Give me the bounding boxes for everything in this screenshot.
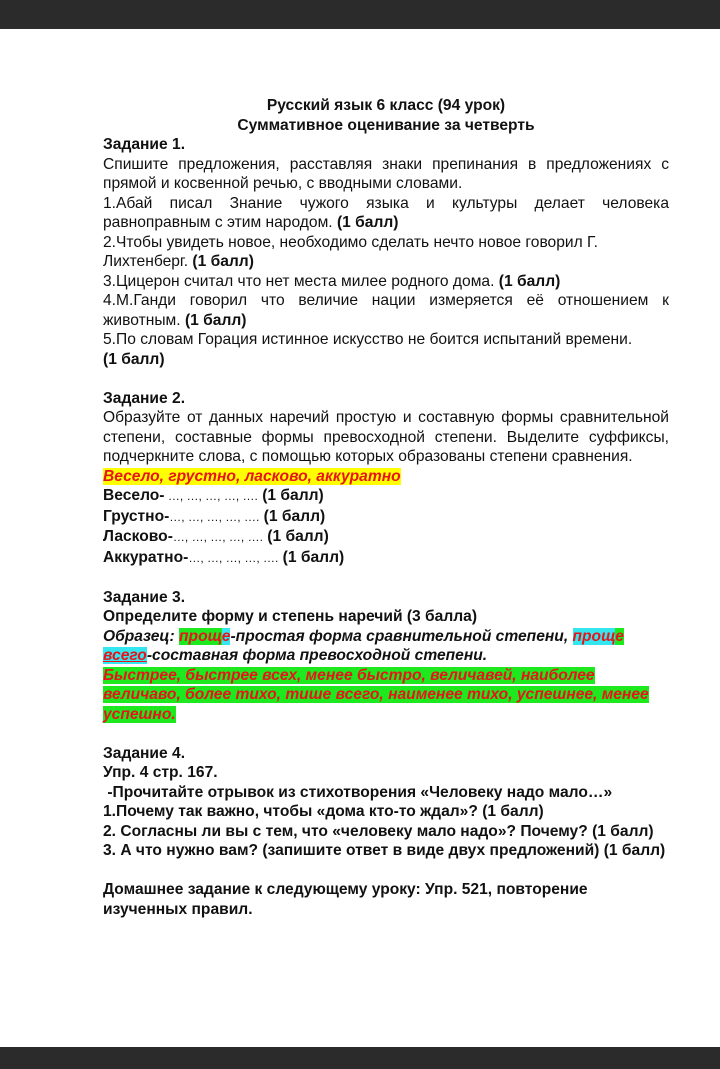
task3-example: Образец: проще-простая форма сравнительной степени, проще всего-составная форма превосходной степени.: [103, 627, 624, 664]
task4-question-3: 3. А что нужно вам? (запишите ответ в виде двух предложений) (1 балл): [103, 842, 666, 859]
task1-item-1: 1.Абай писал Знание чужого языка и культуры делает человека равноправным с этим народом. (1 балл): [103, 194, 669, 231]
task2-instruction: Образуйте от данных наречий простую и составную формы сравнительной степени, составные формы превосходной степени. Выделите суффиксы, подчеркните слова, с помощью которых образованы степени сравнения.: [103, 409, 669, 465]
top-bar: [0, 0, 720, 29]
task2-row-1: Весело- …, …, …, …, …. (1 балл): [103, 487, 324, 504]
task1-instruction: Спишите предложения, расставляя знаки препинания в предложениях с прямой и косвенной речью, с вводными словами.: [103, 155, 669, 192]
task3-title: Задание 3.: [103, 588, 186, 606]
doc-subtitle: Суммативное оценивание за четверть: [237, 116, 535, 134]
document: [103, 96, 669, 919]
example-word-2-extra: всего: [103, 647, 147, 664]
example-word-2-suffix: е: [615, 627, 624, 645]
task1-item-3: 3.Цицерон считал что нет места милее родного дома. (1 балл): [103, 272, 561, 290]
bottom-bar: [0, 1047, 720, 1069]
task4-question-1: 1.Почему так важно, чтобы «дома кто-то ждал»? (1 балл): [103, 803, 544, 820]
example-word-1-root: прощ: [179, 627, 222, 645]
task1-item-5: 5.По словам Горация истинное искусство не боится испытаний времени. (1 балл): [103, 331, 633, 368]
example-word-1-suffix: е: [221, 627, 231, 645]
task2-row-4: Аккуратно-…, …, …, …, …. (1 балл): [103, 548, 345, 566]
task4-question-2: 2. Согласны ли вы с тем, что «человеку мало надо»? Почему? (1 балл): [103, 822, 654, 840]
task1-title: Задание 1.: [103, 136, 186, 153]
task3-words: Быстрее, быстрее всех, менее быстро, величавей, наиболее величаво, более тихо, тише всего, наименее тихо, успешнее, менее успешно.: [103, 666, 649, 723]
example-label: Образец:: [103, 627, 175, 645]
task4-read: -Прочитайте отрывок из стихотворения «Человеку надо мало…»: [103, 783, 613, 801]
task4-exercise: Упр. 4 стр. 167.: [103, 764, 218, 781]
task4-title: Задание 4.: [103, 744, 186, 762]
doc-title: Русский язык 6 класс (94 урок): [266, 97, 506, 114]
homework: Домашнее задание к следующему уроку: Упр. 521, повторение изученных правил.: [103, 881, 588, 918]
task2-title: Задание 2.: [103, 389, 186, 407]
task1-item-4: 4.М.Ганди говорил что величие нации измеряется её отношением к животным. (1 балл): [103, 292, 669, 329]
task1-item-2: 2.Чтобы увидеть новое, необходимо сделать нечто новое говорил Г. Лихтенберг. (1 балл): [103, 233, 598, 270]
task3-instruction: Определите форму и степень наречий (3 балла): [103, 608, 478, 625]
task2-row-3: Ласково-…, …, …, …, …. (1 балл): [103, 528, 329, 545]
task2-words: Весело, грустно, ласково, аккуратно: [103, 467, 401, 485]
task2-row-2: Грустно-…, …, …, …, …. (1 балл): [103, 507, 326, 525]
example-word-2-root: прощ: [572, 627, 616, 645]
